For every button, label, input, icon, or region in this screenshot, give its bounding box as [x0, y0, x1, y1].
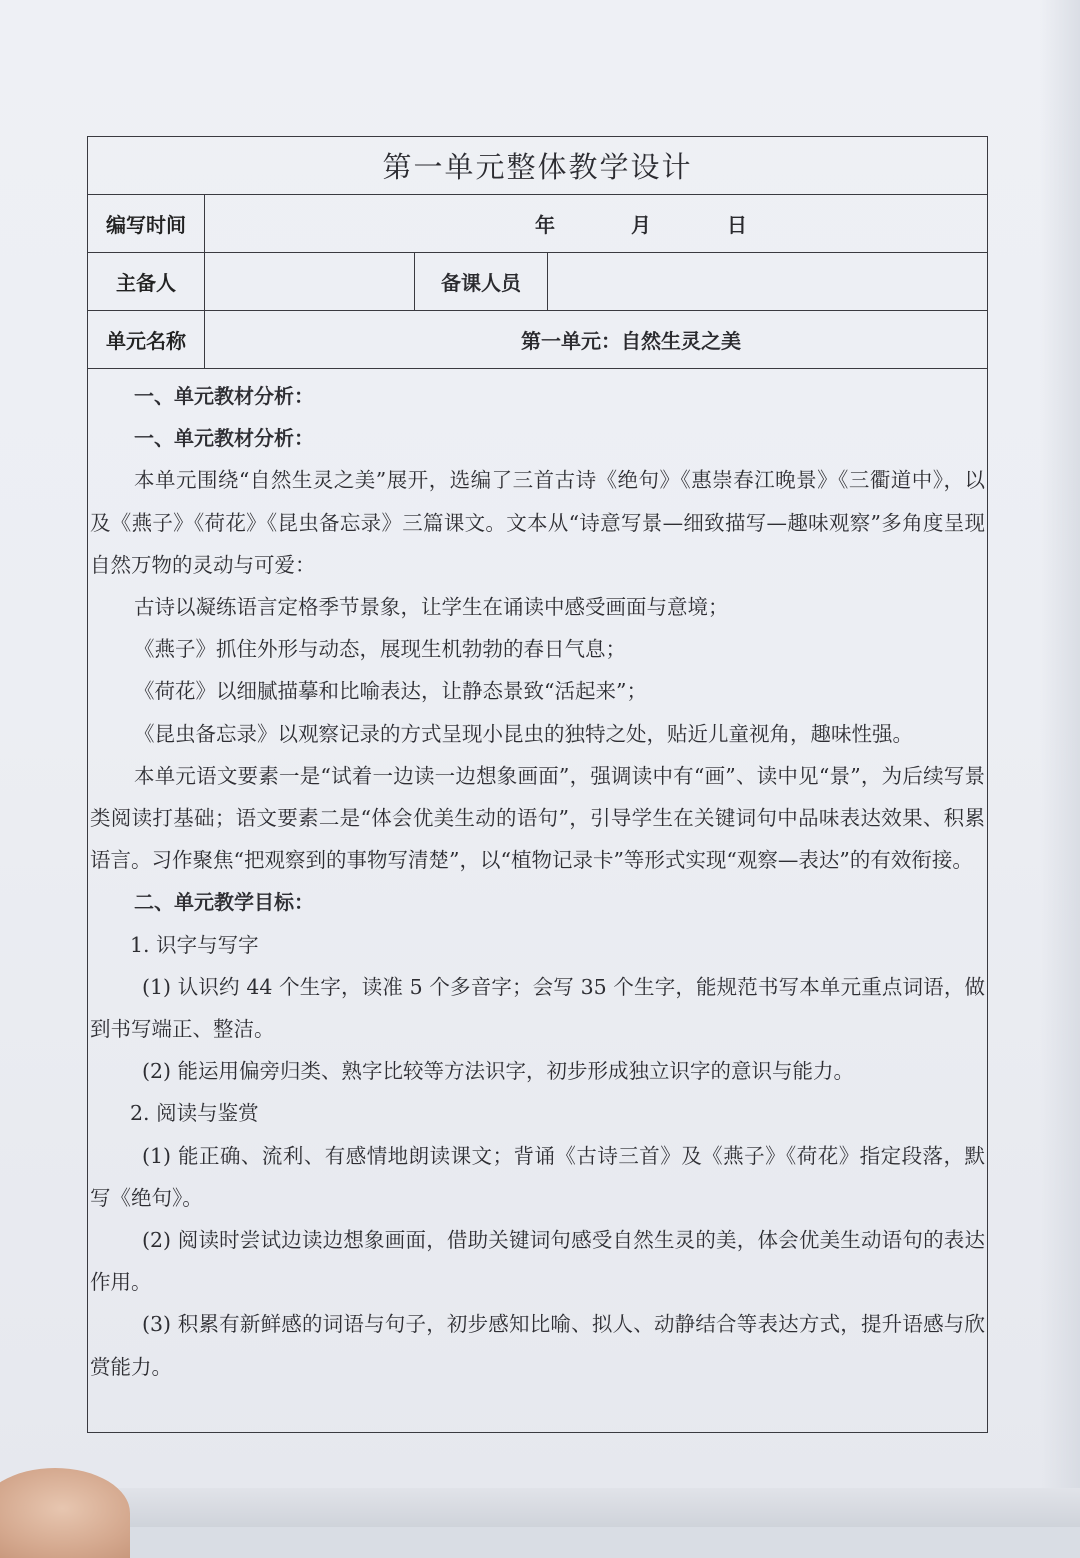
- month-label: 月: [631, 213, 651, 237]
- date-field[interactable]: [205, 195, 987, 252]
- page-edge-shadow: [1040, 0, 1080, 1527]
- unit-label: 单元名称: [88, 311, 205, 368]
- list-item: (2) 能运用偏旁归类、熟字比较等方法识字，初步形成独立识字的意识与能力。: [142, 1059, 855, 1084]
- lead-teacher-label: 主备人: [88, 253, 205, 310]
- lesson-plan-table: [87, 136, 988, 1433]
- list-item: (1) 能正确、流利、有感情地朗读课文；背诵《古诗三首》及《燕子》《荷花》指定段落，默写《绝句》。: [90, 1143, 985, 1210]
- section-heading: 一、单元教材分析：: [134, 384, 314, 408]
- date-label: 编写时间: [88, 195, 205, 252]
- document-title: 第一单元整体教学设计: [382, 150, 693, 184]
- page-stack-below: [0, 1488, 1080, 1527]
- day-label: 日: [727, 213, 747, 237]
- list-item: (3) 积累有新鲜感的词语与句子，初步感知比喻、拟人、动静结合等表达方式，提升语感与欣赏能力。: [90, 1312, 985, 1379]
- lead-teacher-field[interactable]: [205, 253, 415, 310]
- staff-row: [88, 253, 987, 311]
- prep-staff-label: 备课人员: [415, 253, 548, 310]
- prep-staff-field[interactable]: [548, 253, 987, 310]
- title-row: [88, 137, 987, 195]
- list-item: (2) 阅读时尝试边读边想象画面，借助关键词句感受自然生灵的美，体会优美生动语句的表达作用。: [90, 1228, 985, 1295]
- paragraph: 本单元语文要素一是“试着一边读一边想象画面”，强调读中有“画”、读中见“景”，为后续写景类阅读打基础；语文要素二是“体会优美生动的语句”，引导学生在关键词句中品味表达效果、积累语言。习作聚焦“把观察到的事物写清楚”，以“植物记录卡”等形式实现“观察—表达”的有效衔接。: [90, 763, 985, 873]
- paragraph: 古诗以凝练语言定格季节景象，让学生在诵读中感受画面与意境；: [134, 595, 729, 620]
- content-body: [88, 369, 987, 1432]
- date-row: [88, 195, 987, 253]
- unit-row: [88, 311, 987, 369]
- list-item: (1) 认识约 44 个生字，读准 5 个多音字；会写 35 个生字，能规范书写本单元重点词语，做到书写端正、整洁。: [90, 974, 985, 1042]
- section-heading: 一、单元教材分析：: [134, 426, 314, 451]
- sub-heading: 1. 识字与写字: [130, 932, 259, 957]
- sub-heading: 2. 阅读与鉴赏: [130, 1101, 259, 1126]
- paragraph: 《燕子》抓住外形与动态，展现生机勃勃的春日气息；: [134, 637, 626, 662]
- paragraph: 《昆虫备忘录》以观察记录的方式呈现小昆虫的独特之处，贴近儿童视角，趣味性强。: [134, 721, 913, 746]
- section-heading: 二、单元教学目标：: [134, 890, 314, 915]
- paragraph: 《荷花》以细腻描摹和比喻表达，让静态景致“活起来”；: [134, 679, 647, 704]
- paragraph: 本单元围绕“自然生灵之美”展开，选编了三首古诗《绝句》《惠崇春江晚景》《三衢道中》，以及《燕子》《荷花》《昆虫备忘录》三篇课文。文本从“诗意写景—细致描写—趣味观察”多角度呈现自然万物的灵动与可爱：: [90, 468, 985, 577]
- unit-name: 第一单元：自然生灵之美: [521, 329, 741, 353]
- year-label: 年: [535, 213, 555, 237]
